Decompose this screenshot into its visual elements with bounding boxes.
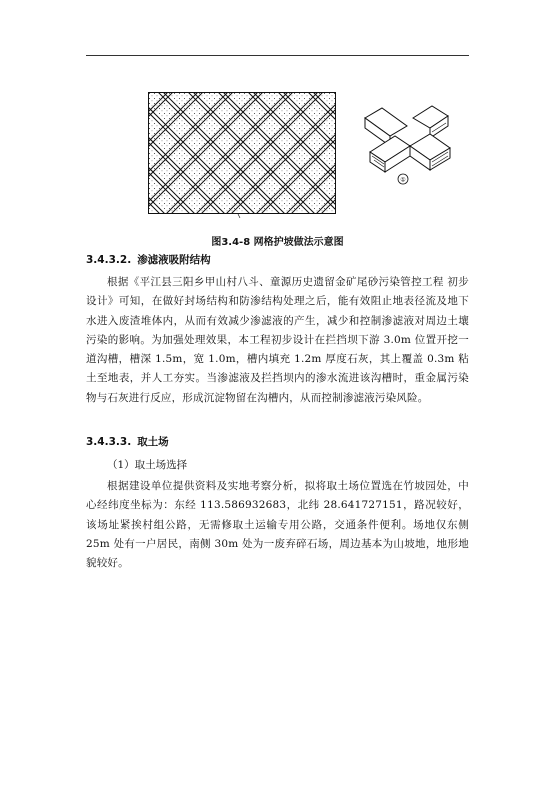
section-heading-3-4-3-3 <box>86 434 169 449</box>
section-heading-3-4-3-2 <box>86 252 211 267</box>
section-title: 渗滤液吸附结构 <box>137 254 211 266</box>
header-rule <box>86 55 469 56</box>
paragraph-borrow-site: 根据建设单位提供资料及实地考察分析，拟将取土场位置选在竹坡园处，中心经纬度坐标为：东经 113.586932683，北纬 28.641727151，路况较好，该场址紧挨村组公路，无需修取土运输专用公路，交通条件便利。场地仅东侧 25m 处有一户居民，南侧 30m 处为一废弃碎石场，周边基本为山坡地，地形地貌较好。 <box>86 480 469 570</box>
cross-joint-detail-figure <box>360 96 460 196</box>
section-title: 取土场 <box>137 436 169 448</box>
paragraph-leachate-adsorption: 根据《平江县三阳乡甲山村八斗、童源历史遗留金矿尾砂污染管控工程 初步设计》可知，在做好封场结构和防渗结构处理之后，能有效阻止地表径流及地下水进入废渣堆体内，从而有效减少渗滤液的产生，减少和控制渗滤液对周边土壤污染的影响。为加强处理效果，本工程初步设计在拦挡坝下游 3.0m 位置开挖一道沟槽，槽深 1.5m，宽 1.0m，槽内填充 1.2m 厚度石灰，其上覆盖 0.3m 粘土至地表，并人工夯实。当渗滤液及拦挡坝内的渗水流进该沟槽时，重金属污染物与石灰进行反应，形成沉淀物留在沟槽内，从而控制渗滤液污染风险。 <box>86 276 469 404</box>
section-number: 3.4.3.3. <box>86 436 132 448</box>
figure-caption: 图3.4-8 网格护坡做法示意图 <box>211 237 344 248</box>
subheading-borrow-site-selection: （1）取土场选择 <box>107 459 188 471</box>
figure-marker: ① <box>400 176 406 184</box>
section-number: 3.4.3.2. <box>86 254 132 266</box>
grid-slope-protection-figure <box>148 92 336 218</box>
